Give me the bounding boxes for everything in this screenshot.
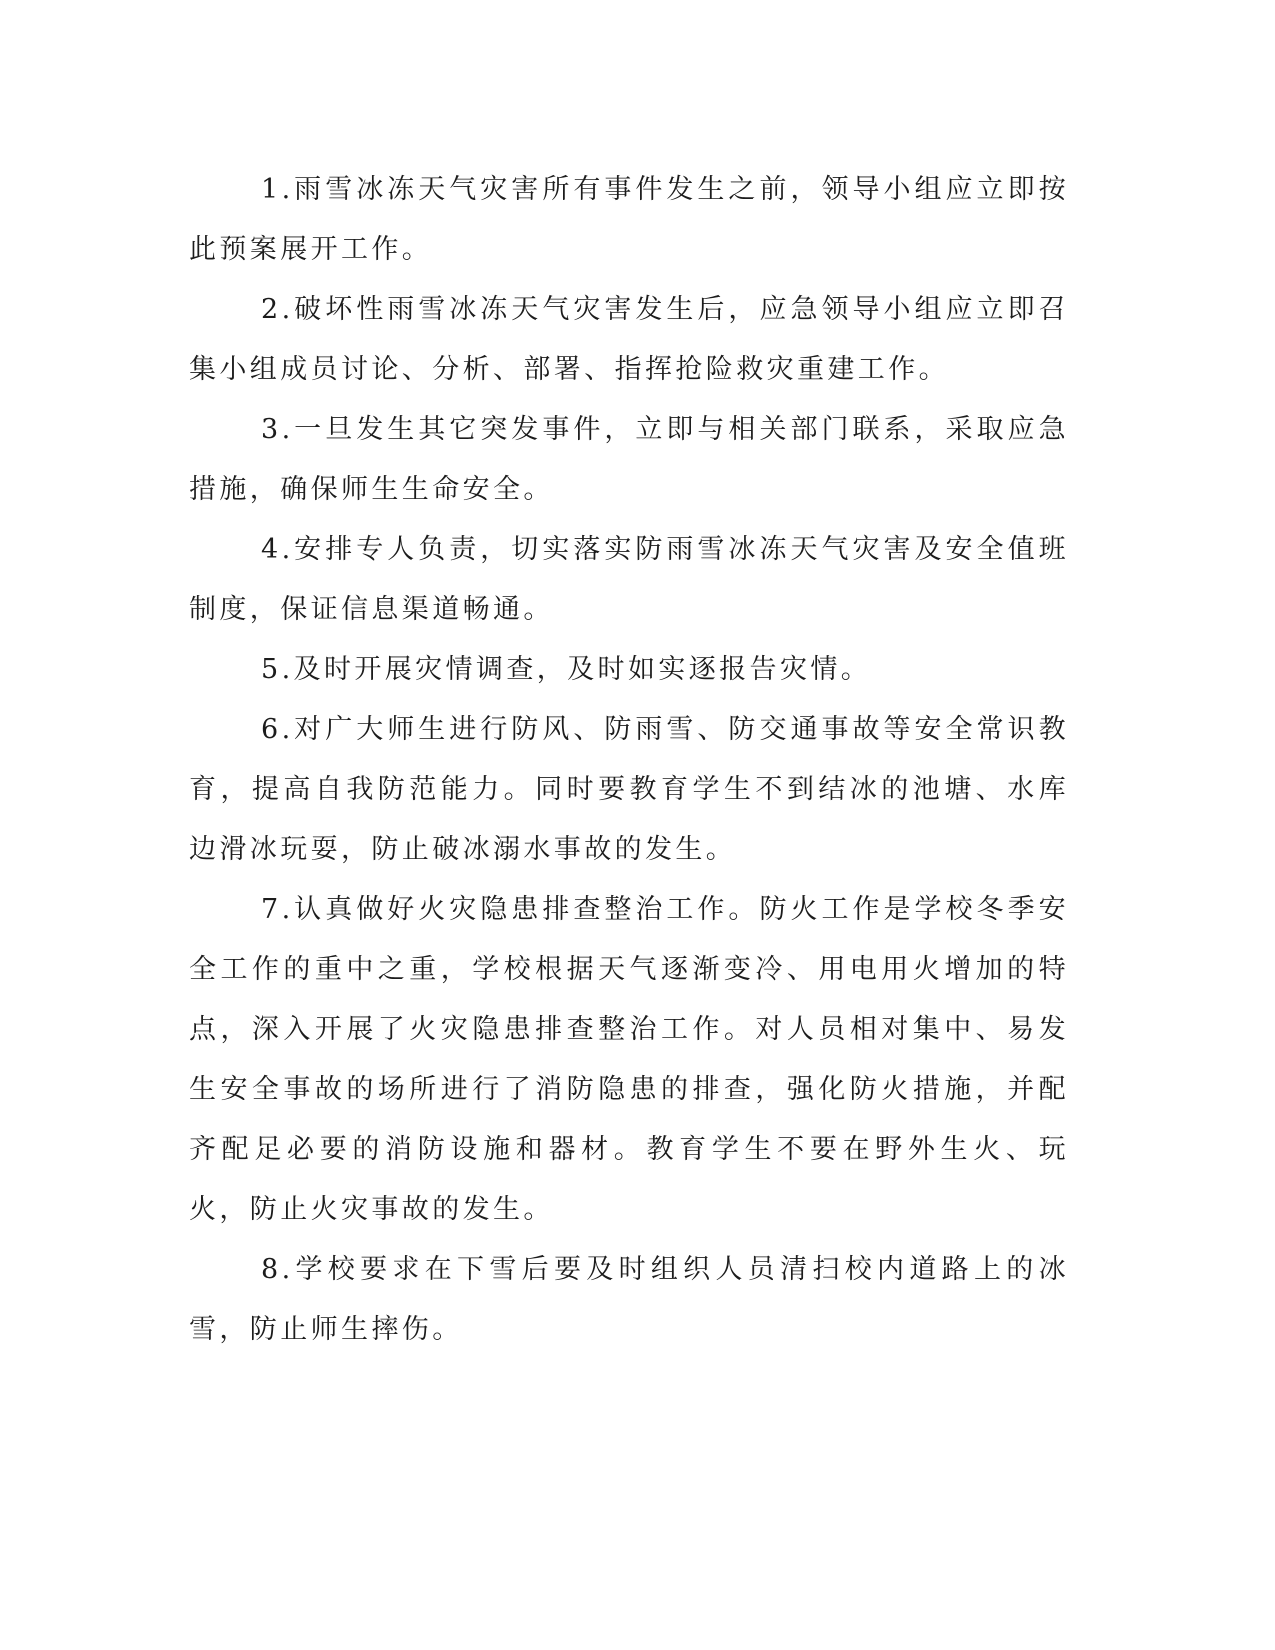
paragraph-4: 4.安排专人负责，切实落实防雨雪冰冻天气灾害及安全值班制度，保证信息渠道畅通。 xyxy=(189,534,1069,625)
paragraph-3: 3.一旦发生其它突发事件，立即与相关部门联系，采取应急措施，确保师生生命安全。 xyxy=(189,414,1069,505)
paragraph-5: 5.及时开展灾情调查，及时如实逐报告灾情。 xyxy=(261,654,872,685)
paragraph-7: 7.认真做好火灾隐患排查整治工作。防火工作是学校冬季安全工作的重中之重，学校根据天气逐渐变冷、用电用火增加的特点，深入开展了火灾隐患排查整治工作。对人员相对集中、易发生安全事故的场所进行了消防隐患的排查，强化防火措施，并配齐配足必要的消防设施和器材。教育学生不要在野外生火、玩火，防止火灾事故的发生。 xyxy=(189,894,1069,1225)
paragraph-2: 2.破坏性雨雪冰冻天气灾害发生后，应急领导小组应立即召集小组成员讨论、分析、部署、指挥抢险救灾重建工作。 xyxy=(189,294,1069,385)
paragraph-6: 6.对广大师生进行防风、防雨雪、防交通事故等安全常识教育，提高自我防范能力。同时要教育学生不到结冰的池塘、水库边滑冰玩耍，防止破冰溺水事故的发生。 xyxy=(189,714,1069,865)
paragraph-1: 1.雨雪冰冻天气灾害所有事件发生之前，领导小组应立即按此预案展开工作。 xyxy=(189,174,1069,265)
paragraph-8: 8.学校要求在下雪后要及时组织人员清扫校内道路上的冰雪，防止师生摔伤。 xyxy=(189,1254,1069,1345)
document-body xyxy=(189,160,1069,1360)
